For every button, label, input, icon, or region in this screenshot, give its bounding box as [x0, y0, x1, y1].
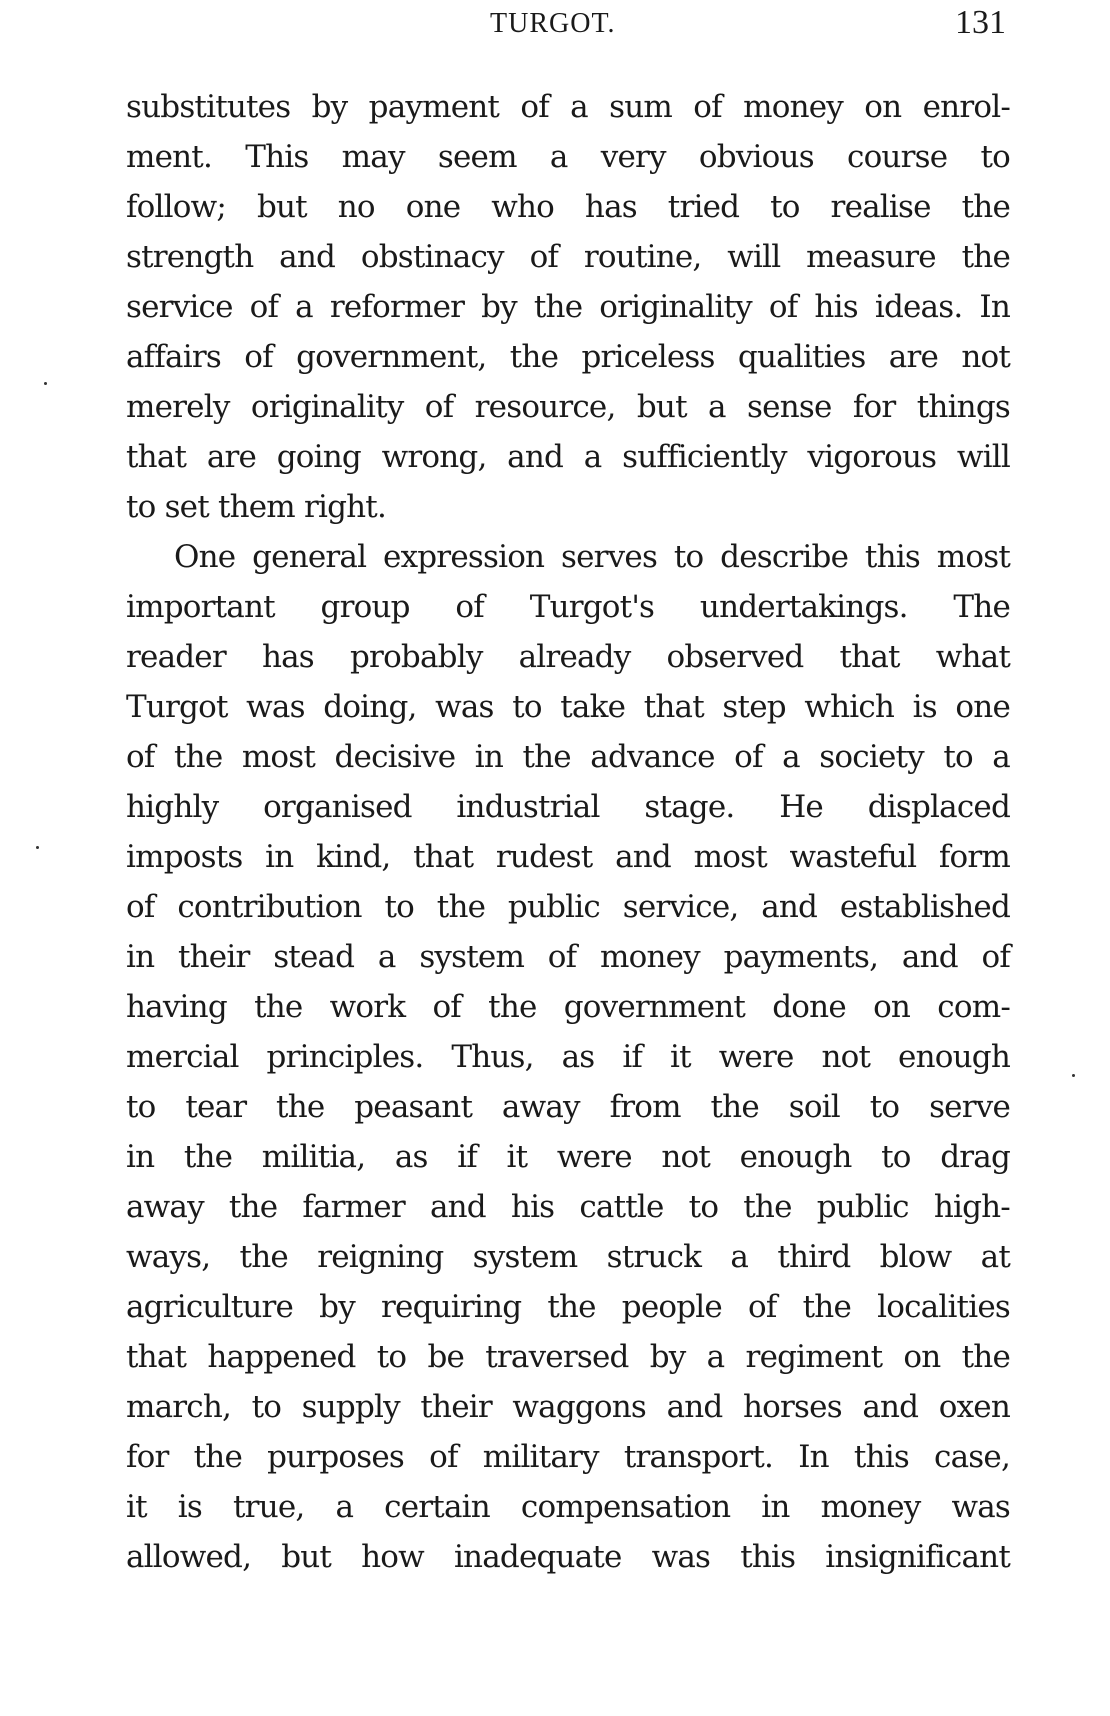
page-number: 131	[955, 4, 1006, 41]
text-line: highly organised industrial stage. He displaced	[126, 789, 1010, 825]
text-line: of the most decisive in the advance of a society to a	[126, 739, 1010, 775]
text-line: in the militia, as if it were not enough to drag	[126, 1139, 1010, 1175]
text-line: it is true, a certain compensation in money was	[126, 1489, 1010, 1525]
text-line: strength and obstinacy of routine, will measure the	[126, 239, 1010, 275]
text-line: Turgot was doing, was to take that step which is one	[126, 689, 1010, 725]
text-line: substitutes by payment of a sum of money on enrol-	[126, 89, 1010, 125]
text-line: away the farmer and his cattle to the public high-	[126, 1189, 1010, 1225]
paragraph	[126, 82, 1010, 532]
text-line: that happened to be traversed by a regiment on the	[126, 1339, 1010, 1375]
text-line: merely originality of resource, but a sense for things	[126, 389, 1010, 425]
text-line: important group of Turgot's undertakings. The	[126, 589, 1010, 625]
text-line: One general expression serves to describe this most	[174, 539, 1010, 575]
body-text	[126, 82, 1010, 1582]
paragraph	[126, 532, 1010, 1582]
text-line: to tear the peasant away from the soil to serve	[126, 1089, 1010, 1125]
text-line: follow; but no one who has tried to realise the	[126, 189, 1010, 225]
text-line: for the purposes of military transport. In this case,	[126, 1439, 1010, 1475]
text-line: in their stead a system of money payments, and of	[126, 939, 1010, 975]
text-line: service of a reformer by the originality of his ideas. In	[126, 289, 1010, 325]
running-title: TURGOT.	[490, 8, 616, 39]
text-line: of contribution to the public service, and established	[126, 889, 1010, 925]
running-head	[0, 0, 1110, 60]
text-line: mercial principles. Thus, as if it were not enough	[126, 1039, 1010, 1075]
text-line: ways, the reigning system struck a third blow at	[126, 1239, 1010, 1275]
text-line: imposts in kind, that rudest and most wasteful form	[126, 839, 1010, 875]
ink-speck	[44, 382, 47, 385]
text-line: to set them right.	[126, 489, 387, 525]
ink-speck	[1072, 1074, 1075, 1077]
text-line: that are going wrong, and a sufficiently vigorous will	[126, 439, 1010, 475]
text-line: affairs of government, the priceless qualities are not	[126, 339, 1010, 375]
text-line: having the work of the government done on com-	[126, 989, 1010, 1025]
text-line: allowed, but how inadequate was this insignificant	[126, 1539, 1010, 1575]
ink-speck	[36, 846, 39, 849]
text-line: march, to supply their waggons and horses and oxen	[126, 1389, 1010, 1425]
text-line: reader has probably already observed that what	[126, 639, 1010, 675]
text-line: ment. This may seem a very obvious course to	[126, 139, 1010, 175]
text-line: agriculture by requiring the people of the localities	[126, 1289, 1010, 1325]
